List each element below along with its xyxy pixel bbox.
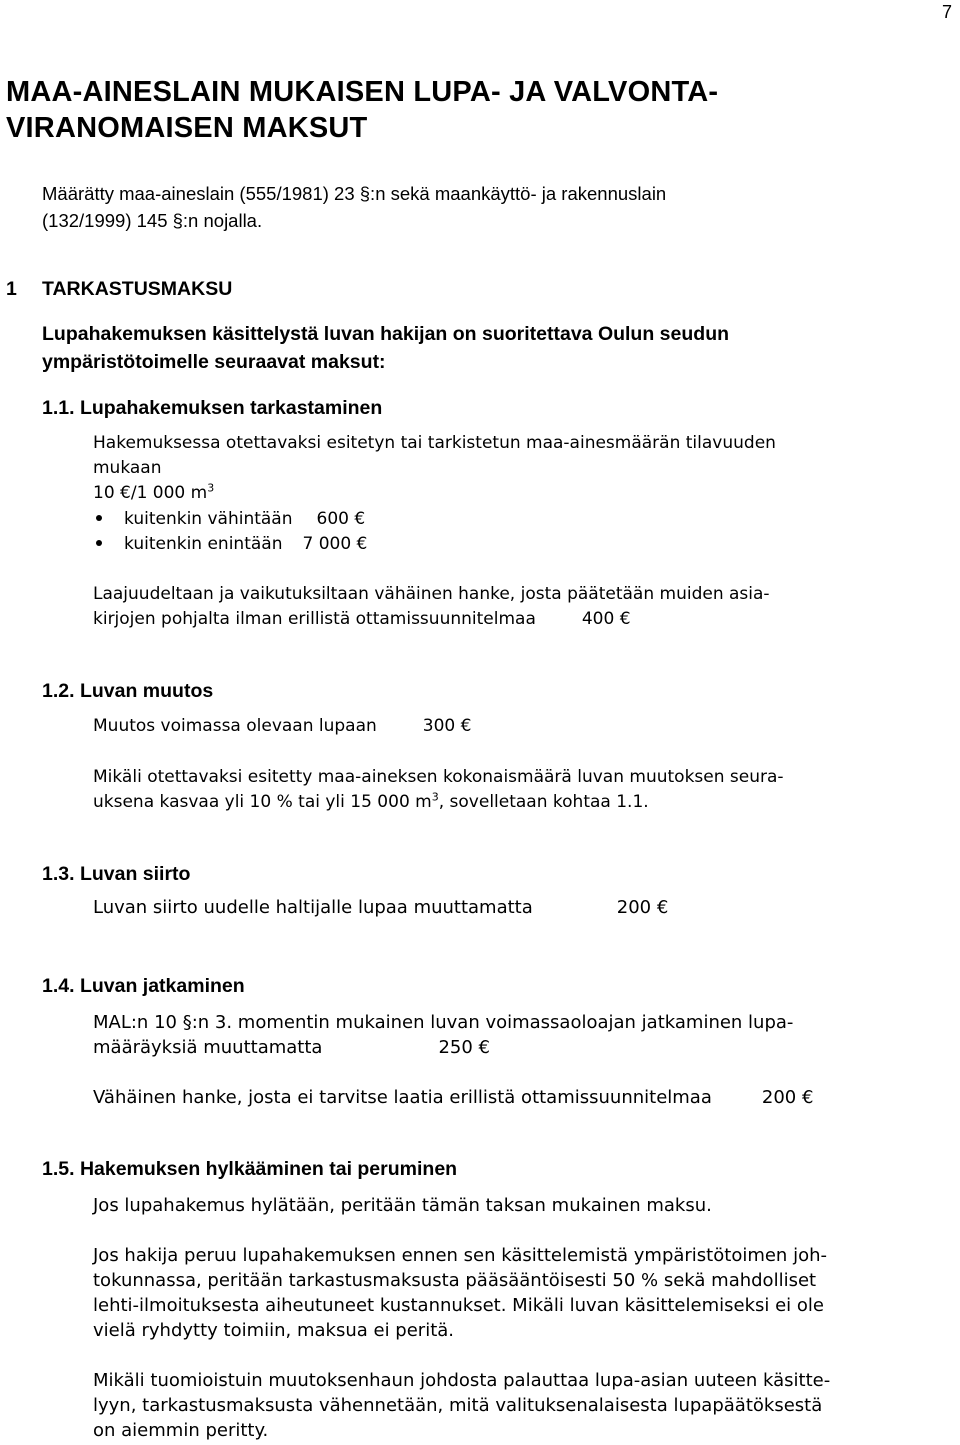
legal-basis-line-1: Määrätty maa-aineslain (555/1981) 23 §:n sekä maankäyttö- ja rakennuslain	[42, 183, 667, 204]
bullet-icon	[96, 515, 102, 521]
s14-line-3-amount: 200 €	[761, 1087, 814, 1108]
bullet-icon	[96, 540, 102, 546]
s12-line-1-amount: 300 €	[422, 716, 472, 736]
s11-rate-text: 10 €/1 000 m	[93, 483, 208, 503]
page-title	[6, 74, 906, 146]
section-1-title: TARKASTUSMAKSU	[42, 278, 233, 300]
s13-line-amount: 200 €	[616, 897, 669, 918]
s15-p2-line-4: vielä ryhdytty toimiin, maksua ei peritä.	[93, 1320, 455, 1341]
bullet-maximum	[96, 532, 367, 557]
s14-line-2-label: määräyksiä muuttamatta	[93, 1037, 323, 1058]
s11-small-text: kirjojen pohjalta ilman erillistä ottamissuunnitelmaa	[93, 609, 536, 629]
intro-line-2: ympäristötoimelle seuraavat maksut:	[42, 351, 386, 373]
subsection-1-1-heading: 1.1. Lupahakemuksen tarkastaminen	[42, 397, 383, 419]
s12-para-line-1: Mikäli otettavaksi esitetty maa-aineksen kokonaismäärä luvan muutoksen seura-	[93, 767, 784, 787]
section-1-number: 1	[6, 278, 17, 300]
subsection-1-2-heading: 1.2. Luvan muutos	[42, 680, 214, 702]
s12-para-sup: 3	[431, 790, 439, 804]
s11-line-1: Hakemuksessa otettavaksi esitetyn tai tarkistetun maa-ainesmäärän tilavuuden	[93, 433, 776, 453]
bullet-maximum-amount: 7 000 €	[302, 534, 368, 554]
s12-para-line-2	[93, 790, 649, 815]
s14-line-2-amount: 250 €	[438, 1037, 490, 1058]
s11-line-2: mukaan	[93, 458, 162, 478]
s15-p2-line-2: tokunnassa, peritään tarkastusmaksusta pääsääntöisesti 50 % sekä mahdolliset	[93, 1270, 817, 1291]
s15-p2-line-1: Jos hakija peruu lupahakemuksen ennen sen käsittelemistä ympäristötoimen joh-	[93, 1245, 827, 1266]
s14-line-2	[93, 1035, 490, 1060]
subsection-1-4-heading: 1.4. Luvan jatkaminen	[42, 975, 245, 997]
bullet-minimum	[96, 507, 365, 532]
s12-para-line-2a: uksena kasvaa yli 10 % tai yli 15 000 m	[93, 792, 432, 812]
s14-line-3	[93, 1085, 813, 1110]
s12-para-line-2b: , sovelletaan kohtaa 1.1.	[438, 792, 649, 812]
section-1-heading	[6, 278, 232, 301]
s12-line-1-label: Muutos voimassa olevaan lupaan	[93, 716, 377, 736]
s15-p3-line-3: on aiemmin peritty.	[93, 1420, 269, 1441]
s15-p3-line-2: lyyn, tarkastusmaksusta vähennetään, mitä valituksenalaisesta lupapäätöksestä	[93, 1395, 823, 1416]
intro-line-1: Lupahakemuksen käsittelystä luvan hakijan on suoritettava Oulun seudun	[42, 323, 730, 345]
bullet-minimum-amount: 600 €	[316, 509, 366, 529]
s15-p2-line-3: lehti-ilmoituksesta aiheutuneet kustannukset. Mikäli luvan käsittelemiseksi ei ole	[93, 1295, 824, 1316]
title-line-2: VIRANOMAISEN MAKSUT	[6, 112, 368, 144]
legal-basis	[42, 180, 922, 234]
s13-line	[93, 895, 668, 920]
s11-rate-sup: 3	[207, 481, 215, 495]
s11-rate	[93, 481, 214, 506]
legal-basis-line-2: (132/1999) 145 §:n nojalla.	[42, 210, 263, 231]
s12-line-1	[93, 714, 471, 739]
s14-line-3-label: Vähäinen hanke, josta ei tarvitse laatia erillistä ottamissuunnitelmaa	[93, 1087, 712, 1108]
section-1-intro	[42, 320, 958, 376]
s14-line-1: MAL:n 10 §:n 3. momentin mukainen luvan voimassaoloajan jatkaminen lupa-	[93, 1012, 794, 1033]
bullet-minimum-label: kuitenkin vähintään	[124, 509, 293, 529]
subsection-1-3-heading: 1.3. Luvan siirto	[42, 863, 191, 885]
s11-small-amount: 400 €	[581, 609, 631, 629]
title-line-1: MAA-AINESLAIN MUKAISEN LUPA- JA VALVONTA-	[6, 76, 719, 108]
s15-p3-line-1: Mikäli tuomioistuin muutoksenhaun johdosta palauttaa lupa-asian uuteen käsitte-	[93, 1370, 831, 1391]
subsection-1-5-heading: 1.5. Hakemuksen hylkääminen tai peruminen	[42, 1158, 458, 1180]
s15-p1: Jos lupahakemus hylätään, peritään tämän taksan mukainen maksu.	[93, 1195, 712, 1216]
s11-small-line-1: Laajuudeltaan ja vaikutuksiltaan vähäinen hanke, josta päätetään muiden asia-	[93, 584, 770, 604]
bullet-maximum-label: kuitenkin enintään	[124, 534, 283, 554]
page-number: 7	[941, 2, 952, 22]
s13-line-label: Luvan siirto uudelle haltijalle lupaa muuttamatta	[93, 897, 533, 918]
s11-small-line-2	[93, 607, 631, 632]
